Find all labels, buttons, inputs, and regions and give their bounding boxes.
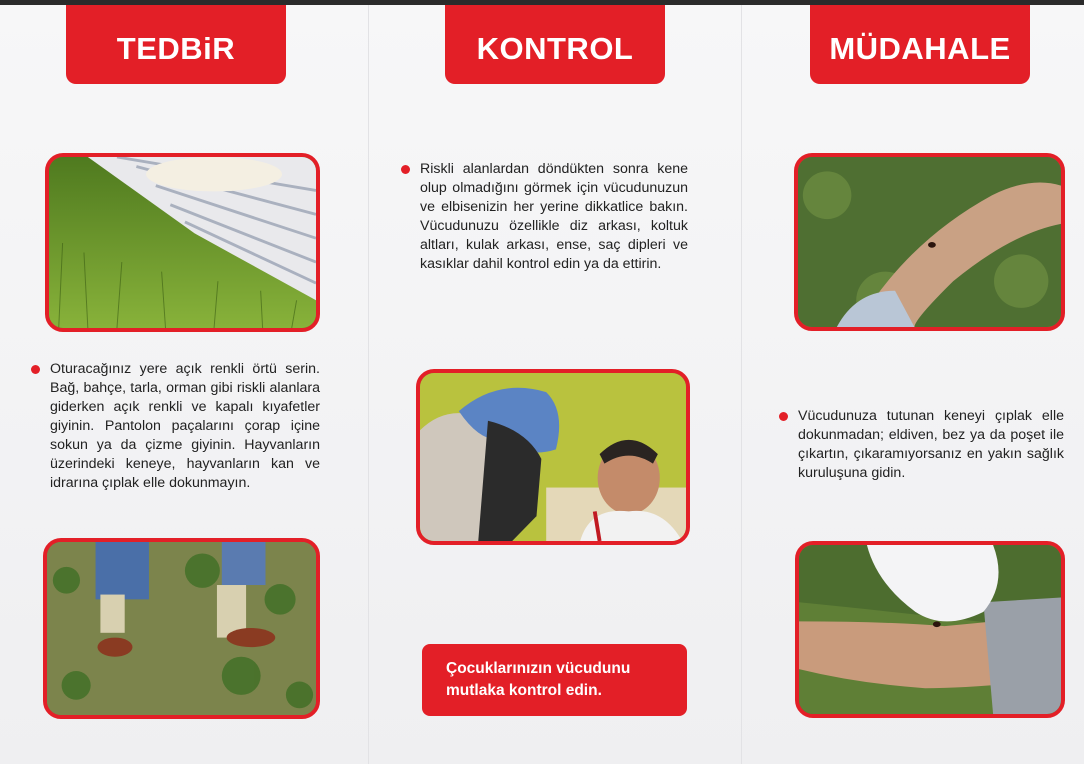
mudahale-text [798, 407, 1064, 483]
bullet-dot [779, 412, 788, 421]
blanket-on-grass-photo [45, 153, 320, 332]
tab-kontrol: KONTROL [445, 5, 665, 84]
tedbir-paragraph: Oturacağınız yere açık renkli örtü serin. Bağ, bahçe, tarla, orman gibi riskli alanlara giderken açık renkli ve kapalı kıyafetler giyinin. Pantolon paçalarını çorap içine sokun ya da çizme giyinin. Hayvanların üzerindeki keneye, hayvanların kan ve idrarına çıplak elle dokunmayın. [50, 361, 320, 491]
tab-mudahale: MÜDAHALE [810, 5, 1030, 84]
tedbir-text [50, 360, 320, 493]
removing-tick-with-bag-photo [795, 541, 1065, 718]
mudahale-paragraph: Vücudunuza tutunan keneyi çıplak elle dokunmadan; eldiven, bez ya da poşet ile çıkartın, çıkaramıyorsanız en yakın sağlık kuruluşuna gidin. [798, 408, 1064, 481]
tick-on-arm-photo [794, 153, 1065, 331]
kontrol-text [420, 160, 688, 274]
kontrol-paragraph: Riskli alanlardan döndükten sonra kene olup olmadığını görmek için vücudunuzun ve elbisenizin her yerine dikkatlice bakın. Vücudunuzu özellikle diz arkası, koltuk altları, kulak arkası, ense, saç dipleri ve kasıklar dahil kontrol edin ya da ettirin. [420, 161, 688, 272]
bullet-dot [31, 365, 40, 374]
children-check-callout: Çocuklarınızın vücudunu mutlaka kontrol edin. [422, 644, 687, 716]
socks-over-trousers-photo [43, 538, 320, 719]
tab-tedbir: TEDBiR [66, 5, 286, 84]
checking-neck-photo [416, 369, 690, 545]
bullet-dot [401, 165, 410, 174]
